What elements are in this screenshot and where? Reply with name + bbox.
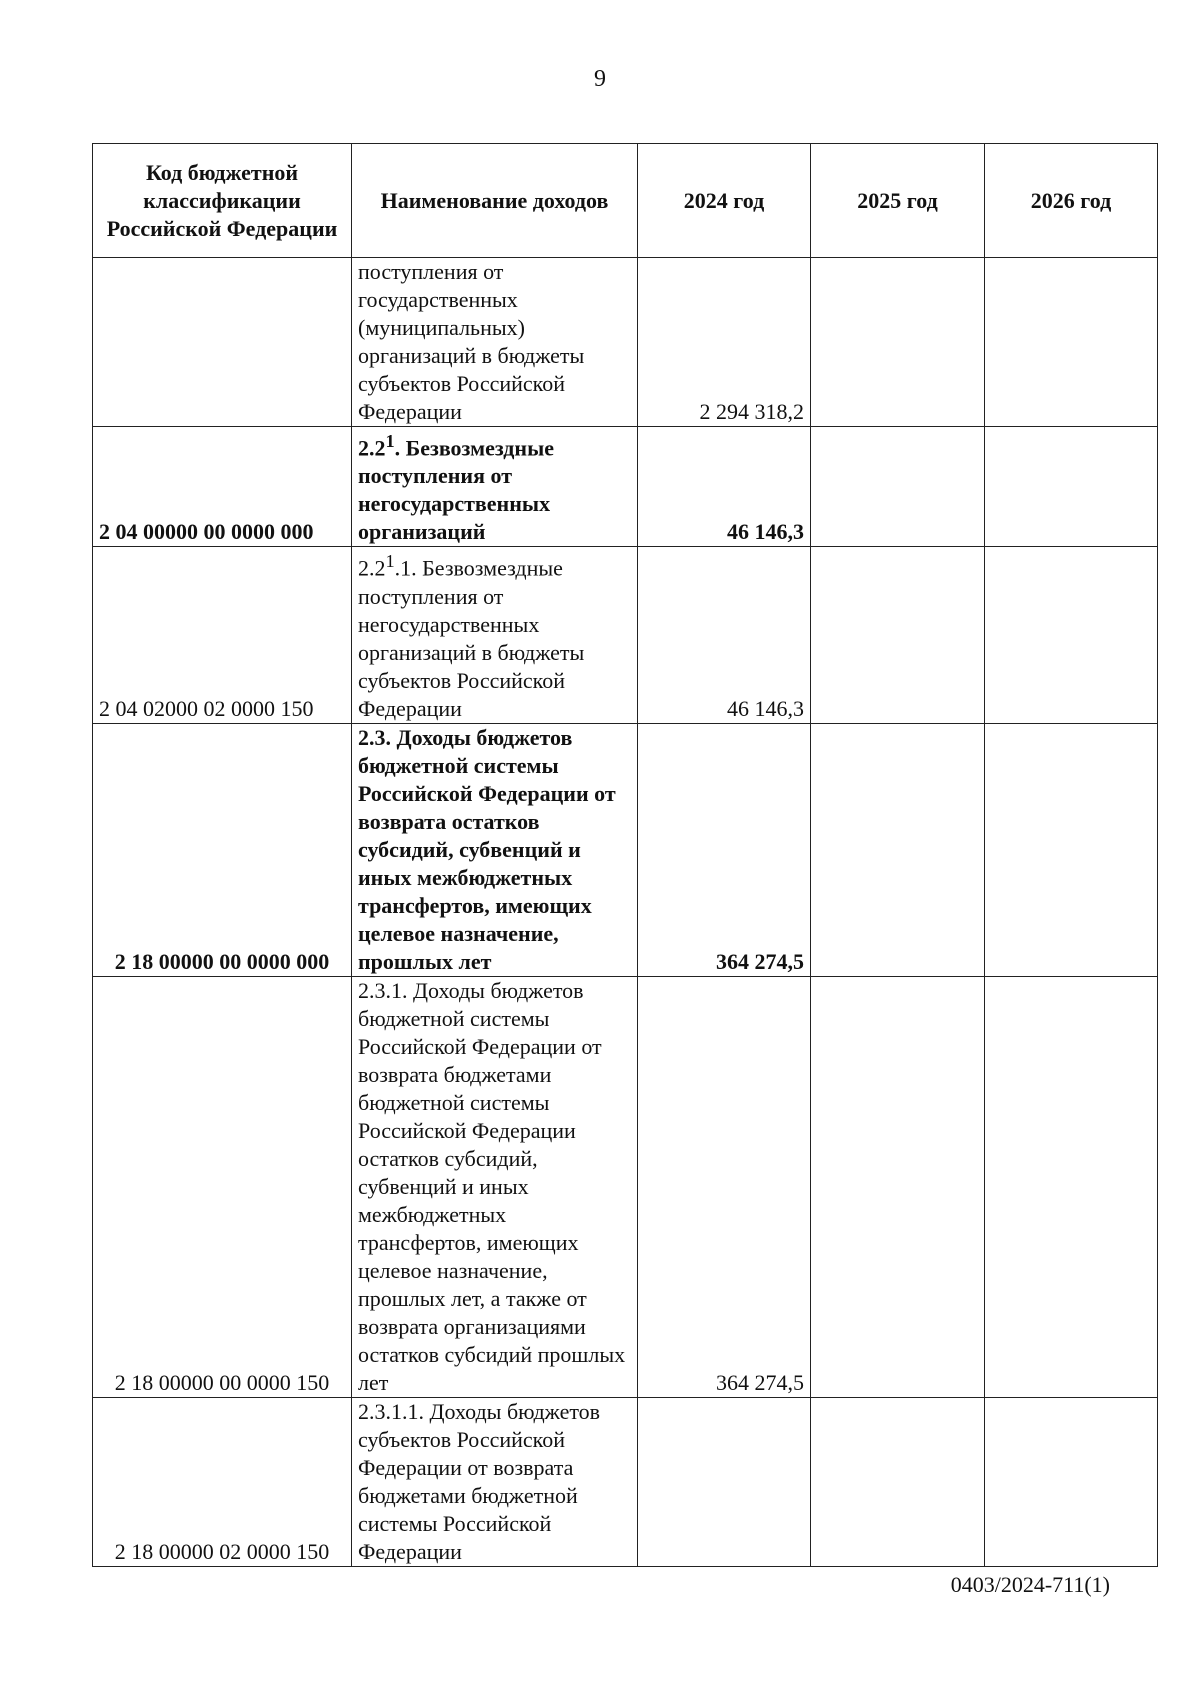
table-row [93,1397,1158,1566]
row-name-superscript: 1 [385,431,395,451]
table-row [93,976,1158,1397]
row-value-2025 [811,547,985,723]
table-header-row [93,144,1158,258]
row-name-text: . Безвозмездные поступления от негосударственных организаций [358,435,555,545]
row-name-prefix: 2.2 [358,555,386,581]
row-value-2026 [985,976,1158,1397]
row-code: 2 18 00000 00 0000 150 [93,976,352,1397]
header-2025: 2025 год [811,144,985,258]
row-value-2026 [985,1397,1158,1566]
row-value-2024: 2 294 318,2 [638,258,811,427]
row-code [93,258,352,427]
row-value-2026 [985,427,1158,547]
header-2024: 2024 год [638,144,811,258]
row-name-superscript: 1 [385,551,395,572]
document-code: 0403/2024-711(1) [950,1572,1110,1597]
table-row [93,258,1158,427]
row-name: поступления от государственных (муниципальных) организаций в бюджеты субъектов Российской Федерации [352,258,638,427]
row-name [352,427,638,547]
row-name: 2.3. Доходы бюджетов бюджетной системы Российской Федерации от возврата остатков субсидий, субвенций и иных межбюджетных трансфертов, имеющих целевое назначение, прошлых лет [352,723,638,976]
row-value-2025 [811,723,985,976]
row-value-2024: 46 146,3 [638,547,811,723]
row-code: 2 18 00000 00 0000 000 [93,723,352,976]
row-value-2026 [985,258,1158,427]
row-name [352,547,638,723]
row-value-2026 [985,723,1158,976]
row-name: 2.3.1.1. Доходы бюджетов субъектов Российской Федерации от возврата бюджетами бюджетной системы Российской Федерации [352,1397,638,1566]
header-2026: 2026 год [985,144,1158,258]
row-code: 2 04 00000 00 0000 000 [93,427,352,547]
row-value-2024: 364 274,5 [638,723,811,976]
row-value-2024 [638,1397,811,1566]
table-row [93,723,1158,976]
row-value-2026 [985,547,1158,723]
row-name: 2.3.1. Доходы бюджетов бюджетной системы Российской Федерации от возврата бюджетами бюджетной системы Российской Федерации остатков субсидий, субвенций и иных межбюджетных трансфертов, имеющих целевое назначение, прошлых лет, а также от возврата организациями остатков субсидий прошлых лет [352,976,638,1397]
header-code: Код бюджетной классификации Российской Федерации [93,144,352,258]
row-code: 2 04 02000 02 0000 150 [93,547,352,723]
row-value-2025 [811,258,985,427]
table-row [93,547,1158,723]
row-value-2025 [811,1397,985,1566]
header-name: Наименование доходов [352,144,638,258]
row-value-2024: 364 274,5 [638,976,811,1397]
page-number: 9 [594,66,606,92]
row-value-2025 [811,427,985,547]
table-row [93,427,1158,547]
row-code: 2 18 00000 02 0000 150 [93,1397,352,1566]
row-name-prefix: 2.2 [358,435,386,461]
row-value-2025 [811,976,985,1397]
row-value-2024: 46 146,3 [638,427,811,547]
revenue-table [92,143,1158,1567]
row-name-text: .1. Безвозмездные поступления от негосударственных организаций в бюджеты субъектов Российской Федерации [358,555,585,721]
